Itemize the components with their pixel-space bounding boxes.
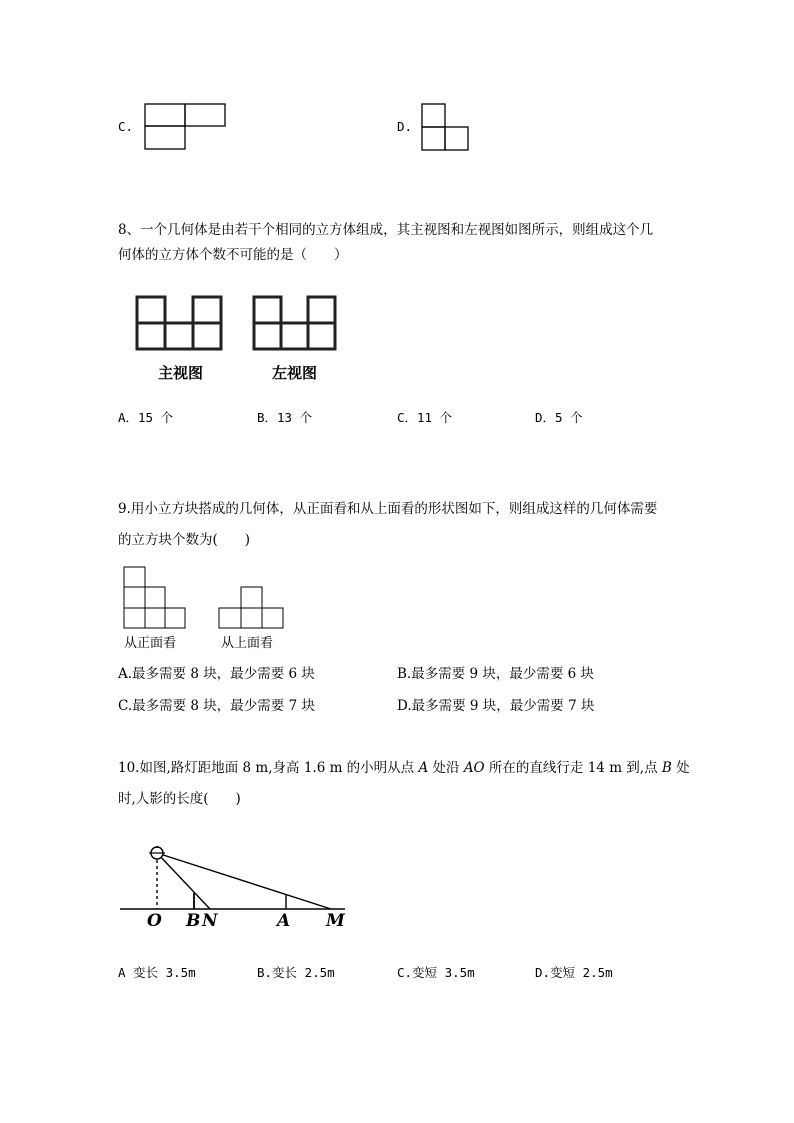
q9-top-label: 从上面看 [221, 636, 274, 651]
q10-option-a: A 变长 3.5m [118, 965, 196, 980]
q8-option-d: D．5 个 [535, 410, 583, 425]
q8-option-b: B．13 个 [257, 410, 313, 425]
point-n-label: N [202, 911, 218, 931]
point-o-label: O [147, 911, 162, 931]
q9-option-d: D.最多需要 9 块，最少需要 7 块 [397, 698, 595, 714]
q9-option-c: C.最多需要 8 块，最少需要 7 块 [118, 698, 315, 714]
q7-option-c-label: C. [118, 119, 134, 134]
q8-left-view-label: 左视图 [272, 364, 318, 382]
q9-option-a: A.最多需要 8 块，最少需要 6 块 [118, 666, 315, 682]
point-a-label: A [277, 911, 291, 931]
q9-stem-line1: 9.用小立方块搭成的几何体，从正面看和从上面看的形状图如下，则组成这样的几何体需要 [118, 501, 658, 517]
q10-option-c: C.变短 3.5m [397, 965, 475, 980]
q8-front-view-label: 主视图 [158, 364, 204, 382]
point-b-label: B [186, 911, 201, 931]
q9-front-label: 从正面看 [124, 636, 177, 651]
q9-stem-line2: 的立方块个数为( ) [118, 532, 251, 548]
q8-stem-line2: 何体的立方体个数不可能的是（ ） [118, 247, 348, 263]
q10-option-d: D.变短 2.5m [535, 965, 613, 980]
q9-option-b: B.最多需要 9 块，最少需要 6 块 [397, 666, 595, 682]
q8-option-a: A．15 个 [118, 410, 174, 425]
q8-stem-line1: 8、一个几何体是由若干个相同的立方体组成，其主视图和左视图如图所示，则组成这个几 [118, 222, 654, 238]
q7-option-d-label: D. [397, 119, 413, 134]
q10-stem-line1: 10.如图,路灯距地面 8 m,身高 1.6 m 的小明从点 A 处沿 AO 所在的直线行走 14 m 到,点 B 处 [118, 760, 690, 776]
q8-option-c: C．11 个 [397, 410, 453, 425]
point-m-label: M [326, 911, 345, 931]
q10-option-b: B.变长 2.5m [257, 965, 335, 980]
q10-stem-line2: 时,人影的长度( ) [118, 791, 241, 807]
